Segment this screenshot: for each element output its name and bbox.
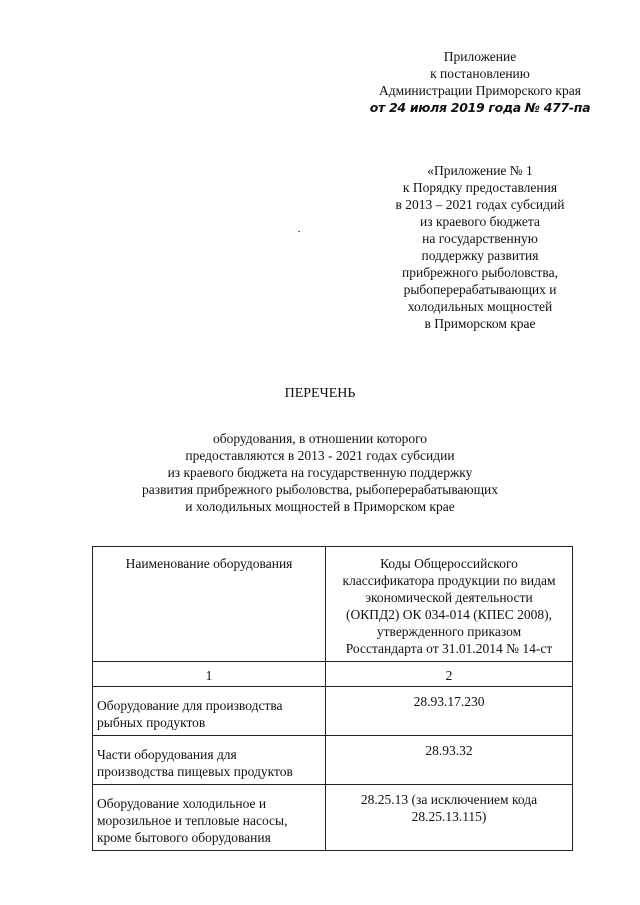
equipment-code-cell [326,687,573,736]
header-code-line: Росстандарта от 31.01.2014 № 14-ст [345,641,553,656]
name-line: морозильное и тепловые насосы, [97,813,288,828]
description-line: предоставляются в 2013 - 2021 годах субсидии [185,448,455,463]
header-code-line: Коды Общероссийского [380,556,518,571]
equipment-code-cell [326,785,573,851]
list-title: ПЕРЕЧЕНЬ [284,386,356,401]
equipment-name-cell [93,736,326,785]
code-line: 28.93.17.230 [413,694,485,709]
table-row [93,736,573,785]
description-line: оборудования, в отношении которого [212,431,428,446]
name-line: производства пищевых продуктов [97,764,293,779]
appendix-header [350,48,610,116]
name-line: кроме бытового оборудования [97,830,271,845]
header-equipment-name [93,547,326,662]
equipment-name-cell [93,687,326,736]
appendix-authority: Администрации Приморского края [379,83,581,98]
equipment-code-cell [326,736,573,785]
table-header-row [93,547,573,662]
name-line: Части оборудования для [97,747,237,762]
annex-line: из краевого бюджета [420,214,540,229]
equipment-table [92,546,573,851]
header-code-line: (ОКПД2) ОК 034-014 (КПЕС 2008), [345,607,553,622]
code-line: 28.25.13.115) [411,809,487,824]
header-name-text: Наименование оборудования [125,556,293,571]
description-line: и холодильных мощностей в Приморском крае [185,499,455,514]
header-classifier-codes [326,547,573,662]
column-number-row [93,662,573,687]
annex-line: «Приложение № 1 [427,163,533,178]
annex-line: в 2013 – 2021 годах субсидий [395,197,565,212]
appendix-to-decree: к постановлению [430,66,530,81]
header-code-line: утвержденного приказом [376,624,522,639]
scan-speck [298,231,300,232]
equipment-name-cell [93,785,326,851]
description-line: развития прибрежного рыболовства, рыбоперерабатывающих [142,482,498,497]
appendix-order-stamp: от 24 июля 2019 года № 477-па [369,100,591,115]
code-line: 28.25.13 (за исключением кода [360,792,538,807]
header-code-line: классификатора продукции по видам [342,573,556,588]
column-number: 2 [326,662,573,687]
name-line: Оборудование для производства [97,698,283,713]
table-row [93,687,573,736]
annex-line: в Приморском крае [424,316,536,331]
description-line: из краевого бюджета на государственную поддержку [167,465,473,480]
header-code-line: экономической деятельности [365,590,533,605]
appendix-title: Приложение [443,49,517,64]
name-line: Оборудование холодильное и [97,796,267,811]
column-number: 1 [93,662,326,687]
name-line: рыбных продуктов [97,715,206,730]
annex-header [355,162,605,332]
code-line: 28.93.32 [425,743,473,758]
annex-line: рыбоперерабатывающих и [403,282,557,297]
annex-line: на государственную [422,231,538,246]
table-row [93,785,573,851]
annex-line: к Порядку предоставления [402,180,558,195]
list-description [0,430,640,515]
annex-line: холодильных мощностей [407,299,553,314]
annex-line: прибрежного рыболовства, [402,265,558,280]
annex-line: поддержку развития [421,248,539,263]
